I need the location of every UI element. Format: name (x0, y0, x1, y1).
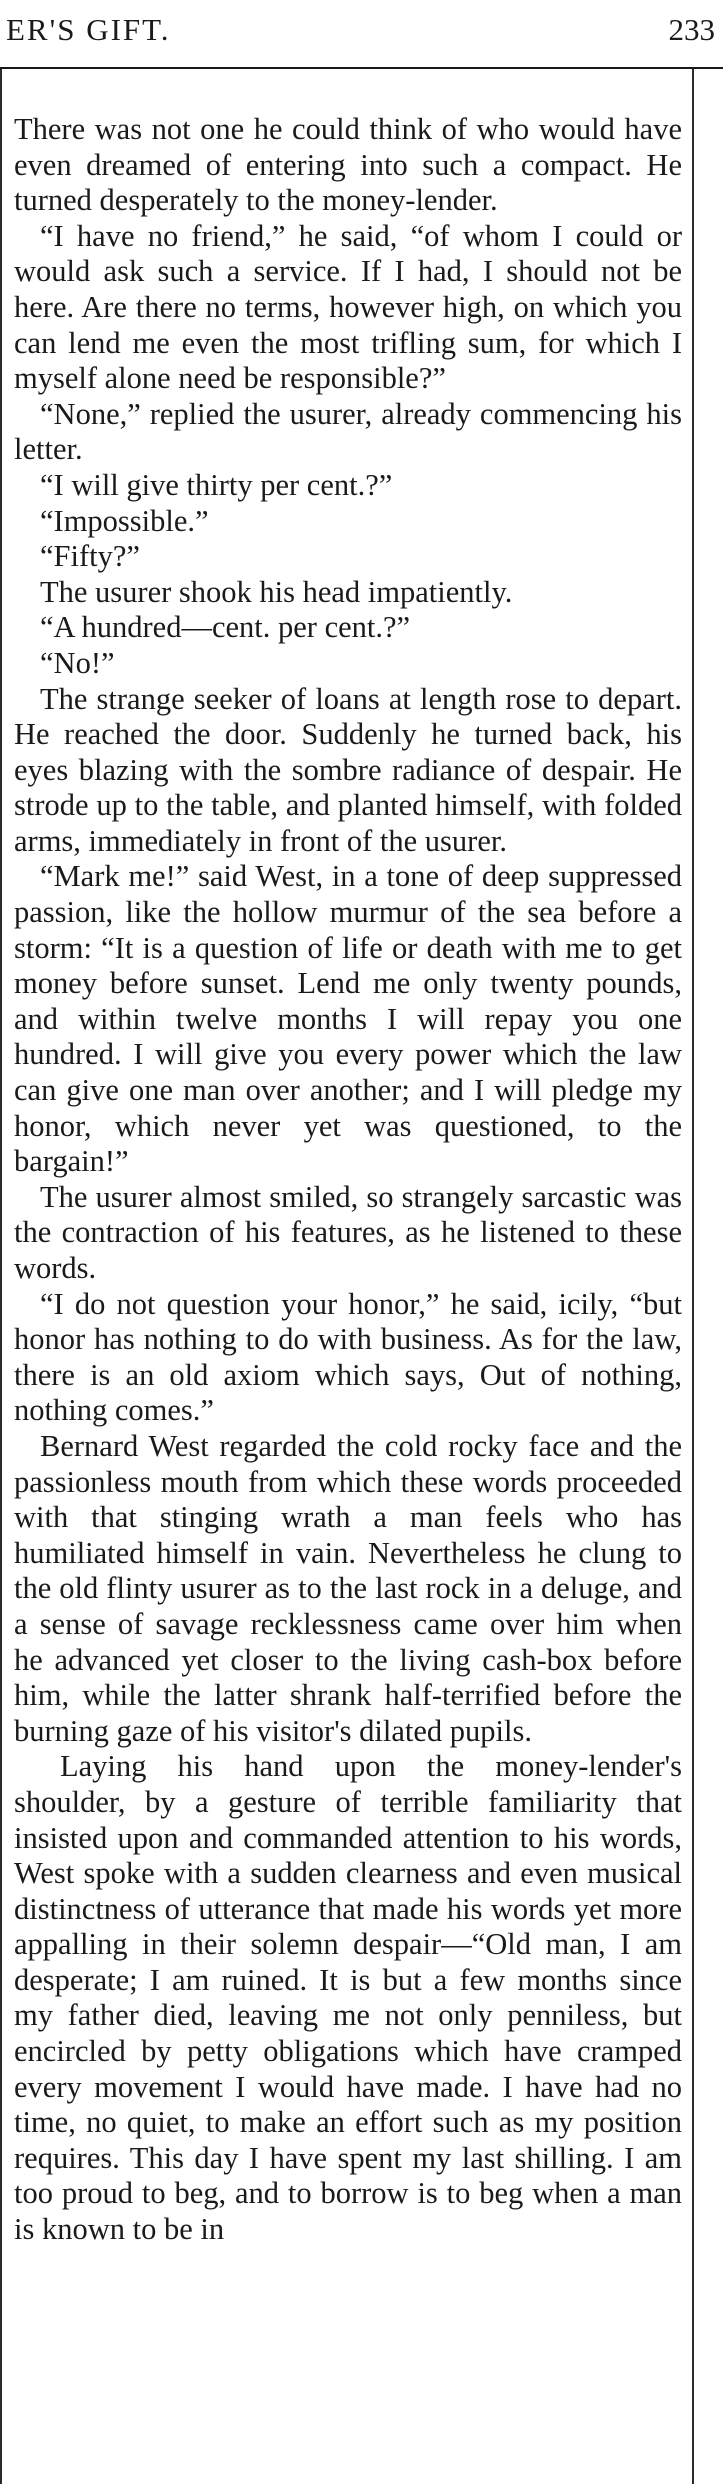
paragraph: “Impossible.” (40, 503, 209, 538)
paragraph: Bernard West regarded the cold rocky face and the passionless mouth from which these words proceeded with that stinging wrath a man feels who has humiliated himself in vain. Nevertheless he clung to the old flinty usurer as to the last rock in a deluge, and a sense of savage recklessness came over him when he advanced yet closer to the living cash-box before him, while the latter shrank half-terrified before the burning gaze of his visitor's dilated pupils. (14, 1428, 682, 1748)
paragraph: The strange seeker of loans at length rose to depart. He reached the door. Suddenly he turned back, his eyes blazing with the sombre radiance of despair. He strode up to the table, and planted himself, with folded arms, immediately in front of the usurer. (14, 681, 682, 858)
paragraph: “I have no friend,” he said, “of whom I could or would ask such a service. If I had, I should not be here. Are there no terms, however high, on which you can lend me even the most trifling sum, for which I myself alone need be responsible?” (14, 218, 682, 396)
paragraph: “No!” (40, 645, 115, 680)
paragraph: “Fifty?” (40, 539, 140, 574)
page-number: 233 (668, 12, 715, 47)
paragraph: The usurer shook his head impatiently. (40, 574, 513, 609)
paragraph: “None,” replied the usurer, already commencing his letter. (14, 396, 682, 467)
paragraph: Laying his hand upon the money-lender's shoulder, by a gesture of terrible familiarity that insisted upon and commanded attention to his words, West spoke with a sudden clearness and even musical distinctness of utterance that made his words yet more appalling in their solemn despair—“Old man, I am desperate; I am ruined. It is but a few months since my father died, leaving me not only penniless, but encircled by petty obligations which have cramped every movement I would have made. I have had no time, no quiet, to make an effort such as my position requires. This day I have spent my last shilling. I am too proud to beg, and to borrow is to beg when a man is known to be in (14, 1749, 682, 2247)
paragraph: The usurer almost smiled, so strangely sarcastic was the contraction of his features, as he listened to these words. (14, 1179, 682, 1285)
paragraph: “I do not question your honor,” he said, icily, “but honor has nothing to do with business. As for the law, there is an old axiom which says, Out of nothing, nothing comes.” (14, 1286, 682, 1428)
running-title: ER'S GIFT. (6, 12, 171, 47)
paragraph: There was not one he could think of who would have even dreamed of entering into such a compact. He turned desperately to the money-lender. (14, 112, 682, 218)
paragraph: “Mark me!” said West, in a tone of deep suppressed passion, like the hollow murmur of the sea before a storm: “It is a question of life or death with me to get money before sunset. Lend me only twenty pounds, and within twelve months I will repay you one hundred. I will give you every power which the law can give one man over another; and I will pledge my honor, which never yet was questioned, to the bargain!” (14, 859, 682, 1179)
paragraph: “I will give thirty per cent.?” (40, 467, 393, 502)
paragraph: “A hundred—cent. per cent.?” (40, 610, 411, 645)
body-text (14, 112, 682, 2248)
